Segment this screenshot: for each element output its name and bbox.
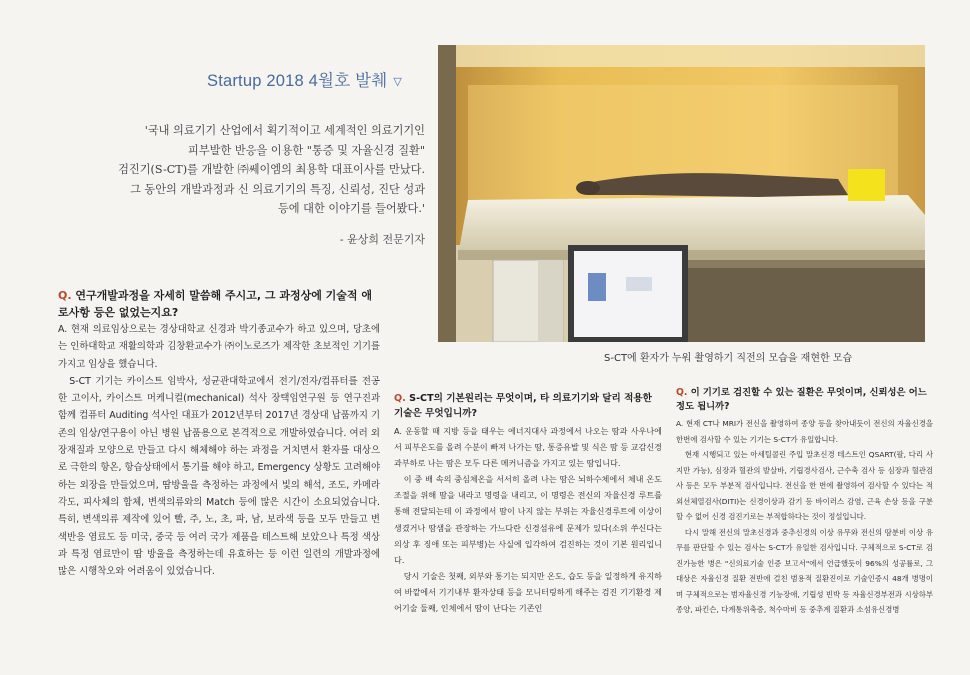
intro-line: '국내 의료기기 산업에서 획기적이고 세계적인 의료기기인 — [144, 124, 425, 137]
question-mark-label: Q. — [394, 393, 406, 404]
article-column-1 — [58, 287, 380, 580]
intro-line: 피부발한 반응을 이용한 "통증 및 자율신경 질환" — [188, 143, 425, 157]
question-mark-label: Q. — [676, 387, 688, 398]
answer-text: 운동할 때 지방 등을 태우는 에너지대사 과정에서 나오는 땀과 사우나에서 피부온도를 올려 수분이 빠져 나가는 땀, 통증유발 및 식은 땀 등 교감신경 과부하로 나는 땀은 모두 다른 메커니즘을 가지고 있는 땀입니다. — [394, 426, 663, 469]
cabinet-side — [538, 260, 563, 342]
bed — [458, 195, 925, 255]
body-paragraph: 이 중 배 속의 중심체온을 서서히 올려 나는 땀은 뇌하수체에서 체내 온도조절을 위해 땀을 내라고 명령을 내리고, 이 명령은 전신의 자율신경 루트를 통해 전달되는데 이 과정에서 땀이 나지 않는 부위는 자율신경루트에 이상이 생겼거나 땀샘을 관장하는 가느다란 신경섬유에 문제가 있다(소위 쑤신다는 의상 후 징애 또는 피부병)는 사실에 입각하여 검진하는 것이 기본 원리입니다. — [394, 474, 662, 565]
question-heading — [676, 386, 933, 414]
answer-paragraph — [394, 423, 662, 471]
booth-ceiling — [438, 45, 925, 67]
booth-left-frame — [438, 45, 456, 342]
intro-line: 그 동안의 개발과정과 신 의료기기의 특징, 신뢰성, 진단 성과 — [130, 182, 425, 196]
photo-caption: S-CT에 환자가 누워 촬영하기 직전의 모습을 재현한 모습 — [604, 353, 853, 364]
privacy-mask — [848, 169, 885, 201]
answer-mark-label: A. — [58, 324, 68, 335]
intro-line: 등에 대한 이야기를 들어봤다.' — [278, 202, 425, 216]
answer-text: 현재 CT나 MRI가 전신을 촬영하여 종양 등을 찾아내듯이 전신의 자율신경을 한번에 검사할 수 있는 기기는 S-CT가 유일합니다. — [676, 419, 933, 444]
triangle-down-icon: ▽ — [393, 76, 403, 88]
answer-mark-label: A. — [676, 419, 684, 428]
intro-paragraph — [40, 121, 425, 219]
question-heading — [394, 392, 662, 421]
question-mark-label: Q. — [58, 289, 72, 302]
question-text: S-CT의 기본원리는 무엇이며, 타 의료기기와 달리 적용한 기술은 무엇입니까? — [394, 393, 652, 419]
photo — [438, 45, 925, 342]
answer-paragraph — [676, 416, 933, 447]
question-heading — [58, 287, 380, 321]
article-column-2 — [394, 392, 662, 616]
article-column-3 — [676, 386, 933, 618]
floor — [688, 260, 925, 342]
body-paragraph: 현재 시행되고 있는 아세틸콜린 주입 말초신경 테스트인 QSART(팔, 다리 사지만 가능), 심장과 혈관의 발살바, 기립경사검사, 근수축 검사 등 심장과 혈관검사 등은 모두 부분적 검사입니다. 전신을 한 번에 촬영하여 검사할 수 있다는 적외선체열검사(DITI)는 신경이상과 감기 등 바이러스 감염, 근육 손상 등을 구분할 수 없어 신경 검진기로는 부적합하다는 것이 정설입니다. — [676, 450, 933, 521]
body-paragraph: 당시 기술은 첫째, 외부와 통기는 되지만 온도, 습도 등을 일정하게 유지하여 바깥에서 기기내부 환자상태 등을 모니터링하게 해주는 검진 기기환경 제어기술 둘째, 인체에서 땀이 난다는 기존인 — [394, 570, 662, 614]
bed-edge — [458, 250, 925, 260]
patient-feet — [576, 181, 600, 195]
issue-title-text: Startup 2018 4월호 발췌 — [207, 72, 388, 90]
answer-paragraph — [58, 321, 380, 373]
question-text: 이 기기로 검진할 수 있는 질환은 무엇이며, 신뢰성은 어느 정도 됩니까? — [676, 387, 927, 412]
intro-line: 검진기(S-CT)를 개발한 ㈜쎄이엠의 최용학 대표이사를 만났다. — [118, 163, 425, 177]
body-map-front — [588, 273, 606, 301]
sct-booth-illustration — [438, 45, 925, 342]
body-paragraph: S-CT 기기는 카이스트 임박사, 성균관대학교에서 전기/전자/컴퓨터를 전공한 고이사, 카이스트 머케니컬(mechanical) 석사 장택임연구원 등 연구진과 함께 컴퓨터 Auditing 석사인 대표가 2012년부터 2017년 경상대 납품까지 기존의 임상/연구용이 아닌 병원 납품용으로 본격적으로 개발하였습니다. 여러 외장재질과 모양으로 만들고 다시 해체해야 하는 과정을 거치면서 환자를 대상으로 극한의 항온, 항습상태에서 통기를 해야 하고, Emergency 상황도 고려해야 하는 외장을 만들었으며, 땀방울을 측정하는 과정에서 빛의 해석, 조도, 카메라 각도, 피사체의 합체, 변색의류와의 Match 등에 많은 시간이 소요되었습니다. 특히, 변색의류 제작에 있어 빨, 주, 노, 초, 파, 남, 보라색 등을 모두 만들고 변색반응 염료도 등 미국, 중국 등 여러 국가 제품을 테스트해 보았으나 특정 색상과 특정 염료만이 땀 방울을 측정하는데 유효하는 등 이런 일련의 개발과정에 많은 시행착오와 어려움이 있었습니다. — [58, 375, 380, 578]
question-text: 연구개발과정을 자세히 말씀해 주시고, 그 과정상에 기술적 애로사항 등은 없었는지요? — [58, 289, 373, 319]
answer-text: 현재 의료임상으로는 경상대학교 신경과 박기종교수가 하고 있으며, 당초에는 인하대학교 재활의학과 김창환교수가 ㈜이노로즈가 제작한 초보적인 기기를 가지고 임상을 했습니다. — [58, 324, 381, 370]
byline: - 윤상희 전문기자 — [339, 233, 425, 246]
body-paragraph: 다시 말해 전신의 말초신경과 중추신경의 이상 유무와 전신의 땀분비 이상 유무를 판단할 수 있는 검사는 S-CT가 유일한 검사입니다. 구체적으로 S-CT로 검진가능한 병은 "신의료기술 인증 보고서"에서 언급했듯이 96%의 성공률로, 그 대상은 자율신경 질환 전반에 걸친 범용적 질환진이로 기술인증시 48개 병명이며 구체적으로는 범자율신경 기능장애, 기립성 빈박 등 자율신경부전과 시상하부 종양, 파킨슨, 다계통위축증, 척수마비 등 중추계 질환과 소섬유신경병 — [676, 527, 933, 614]
answer-mark-label: A. — [394, 426, 402, 436]
issue-title — [207, 67, 402, 91]
floor-edge — [688, 260, 925, 268]
body-map-back — [626, 277, 652, 291]
